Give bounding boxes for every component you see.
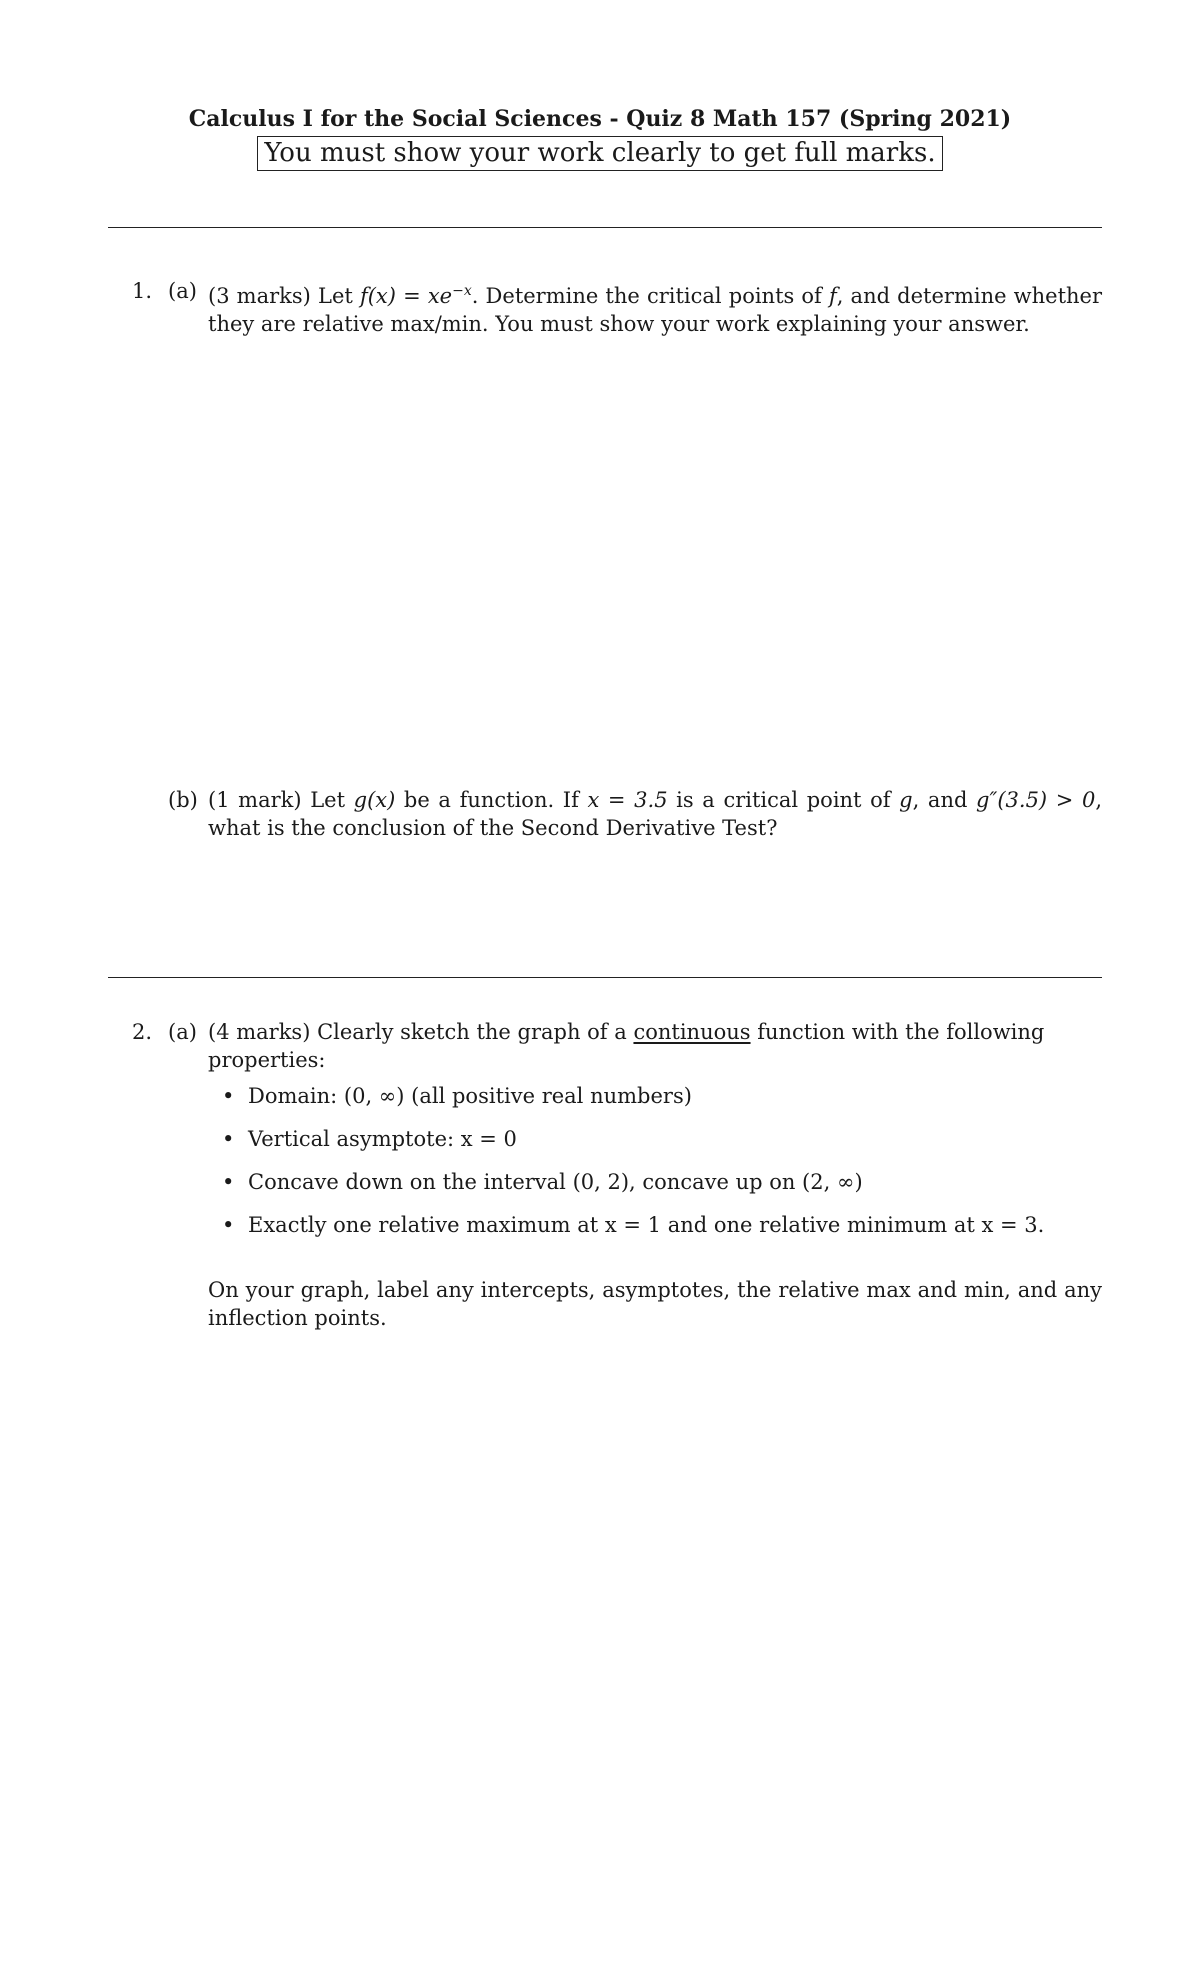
divider-middle bbox=[108, 977, 1102, 978]
q2a-bullet-list bbox=[222, 1082, 1102, 1254]
q2a-closing: On your graph, label any intercepts, asymptotes, the relative max and min, and any inflection points. bbox=[208, 1278, 1102, 1330]
list-item: • Domain: (0, ∞) (all positive real numbers) bbox=[222, 1084, 692, 1108]
q2-number: 2. bbox=[132, 1020, 153, 1044]
q2a-marks: (4 marks) bbox=[208, 1020, 311, 1044]
instruction-box-wrap bbox=[0, 136, 1200, 171]
q1b-marks: (1 mark) bbox=[208, 788, 302, 812]
q1b-text: (1 mark) Let g(x) be a function. If x = 3.5 is a critical point of g, and g″(3.5) > 0, what is the conclusion of the Second Derivative Test? bbox=[208, 788, 1103, 840]
q2a-label: (a) bbox=[168, 1020, 197, 1044]
list-item: • Exactly one relative maximum at x = 1 and one relative minimum at x = 3. bbox=[222, 1213, 1045, 1237]
page-title: Calculus I for the Social Sciences - Quiz 8 Math 157 (Spring 2021) bbox=[188, 106, 1012, 132]
list-item: • Vertical asymptote: x = 0 bbox=[222, 1127, 517, 1151]
q2a-text: (4 marks) Clearly sketch the graph of a continuous function with the following properties: bbox=[208, 1020, 1045, 1072]
bullet-icon: • bbox=[222, 1127, 235, 1151]
instruction-box: You must show your work clearly to get full marks. bbox=[257, 136, 942, 171]
q1a-label: (a) bbox=[168, 279, 197, 303]
divider-top bbox=[108, 227, 1102, 228]
list-item: • Concave down on the interval (0, 2), concave up on (2, ∞) bbox=[222, 1170, 863, 1194]
q1-number: 1. bbox=[132, 279, 153, 303]
q1a-text: (3 marks) Let $f(x) = xe^{-x}$. Determine the critical points of f, and determine whether they are relative max/min. You must show your work explaining your answer. bbox=[208, 283, 1103, 336]
q1b-label: (b) bbox=[168, 788, 198, 812]
continuous-underlined: continuous bbox=[633, 1020, 751, 1044]
bullet-icon: • bbox=[222, 1213, 235, 1237]
q1a-func-rhs: xe bbox=[427, 284, 453, 308]
bullet-icon: • bbox=[222, 1084, 235, 1108]
q1a-func-lhs: f(x) bbox=[359, 284, 396, 308]
bullet-icon: • bbox=[222, 1170, 235, 1194]
q1a-marks: (3 marks) bbox=[208, 284, 311, 308]
